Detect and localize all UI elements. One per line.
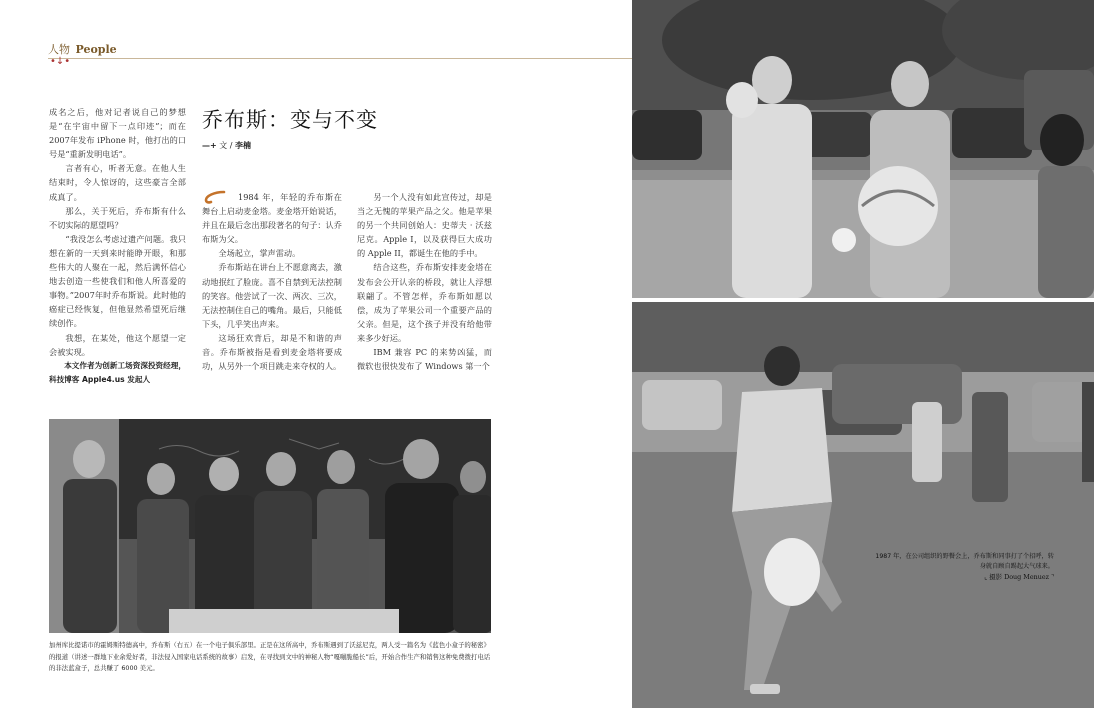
right-page xyxy=(632,0,1094,708)
credit-bracket-icon: ⌞ xyxy=(984,573,988,581)
soccer-photo-caption: 1987 年，在公司组织的野餐会上，乔布斯和同事打了个招呼，转身就自顾自踢起大气球来。 xyxy=(875,553,1054,570)
text-column-2 xyxy=(202,190,342,373)
photo-credit xyxy=(972,572,1054,581)
header-rule xyxy=(48,58,632,59)
byline-prefix: 文 / xyxy=(219,141,233,150)
paragraph: 言者有心，听者无意。在他人生结束时，令人惊讶的，这些豪言全部成真了。 xyxy=(49,163,186,202)
picnic-photo-top xyxy=(632,0,1094,298)
paragraph: 乔布斯站在讲台上不愿意离去，激动地抿红了脸庞。喜不自禁到无法控制的笑容。他尝试了一次、两次、三次，无法控制住自己的嘴角。最后，只能低下头，几乎笑出声来。 xyxy=(202,262,342,329)
article-title: 乔布斯：变与不变 xyxy=(202,108,378,132)
paragraph: 结合这些，乔布斯安排麦金塔在发布会公开认亲的桥段，就让人浮想联翩了。不管怎样，乔布斯如愿以偿，成为了苹果公司一个重要产品的父亲。但是，这个孩子并没有给他带来多少好运。 xyxy=(357,262,492,343)
class-photo-caption: 加州库比提诺市的霍姆斯特德高中，乔布斯（右五）在一个电子俱乐部里。正是在这所高中，乔布斯遇到了沃兹尼克，两人受一篇名为《蓝色小盒子的秘密》的报道（讲述一群地下业余爱好者，非法侵入国家电话系统的故事）启发，在寻找到文中的神秘人物“嘎嘣脆船长”后，开始合作生产和销售这种免费拨打电话的非法蓝盒子，总共赚了 6000 美元。 xyxy=(49,641,491,673)
paragraph: 全场起立，掌声雷动。 xyxy=(218,248,301,259)
paragraph: 1984 年，年轻的乔布斯在舞台上启动麦金塔。麦金塔开始说话，并且在最后念出那段著名的句子：认乔布斯为父。 xyxy=(202,192,342,245)
paragraph: 那么，关于死后，乔布斯有什么不切实际的愿望吗？ xyxy=(49,205,186,230)
section-label xyxy=(48,41,117,57)
byline-ornament-icon: —+ xyxy=(202,141,217,150)
paragraph: “我没怎么考虑过遗产问题。我只想在新的一天到来时能睁开眼，和那些伟大的人聚在一起，然后满怀信心地去创造一些使我们和他人所喜爱的事物。”2007年时乔布斯说。此时他的癌症已经恢复，但他显然希望死后继续创作。 xyxy=(49,233,186,329)
header-ornament-icon: •↓• xyxy=(50,56,71,67)
paragraph: 我想，在某处，他这个愿望一定会被实现。 xyxy=(49,332,186,357)
paragraph: 另一个人没有如此宣传过，却是当之无愧的苹果产品之父。他是苹果的另一个共同创始人：史蒂夫 · 沃兹尼克。Apple I，以及获得巨大成功的 Apple II，都诞生在他的手中。 xyxy=(357,192,492,259)
text-column-3 xyxy=(357,190,492,373)
paragraph: 这场狂欢背后，却是不和谐的声音。乔布斯被指是看到麦金塔将要成功，从另外一个项目跳走来夺权的人。 xyxy=(202,332,342,372)
credit-bracket-icon: ⌝ xyxy=(1051,573,1054,581)
soccer-photo xyxy=(632,302,1094,708)
byline xyxy=(202,140,251,151)
paragraph: IBM 兼容 PC 的来势凶猛，而微软也很快发布了 Windows 第一个 xyxy=(357,347,492,372)
author-name: 李楠 xyxy=(235,141,252,150)
text-column-1 xyxy=(49,105,186,387)
section-label-en: People xyxy=(75,43,117,56)
electronics-club-photo xyxy=(49,419,491,633)
credit-label: 摄影 xyxy=(989,573,1003,581)
section-label-cn: 人物 xyxy=(48,43,70,56)
credit-name: Doug Menuez xyxy=(1004,573,1049,581)
author-note: 本文作者为创新工场资深投资经理，科技博客 Apple4.us 发起人 xyxy=(49,360,186,384)
paragraph: 成名之后，他对记者说自己的梦想是“在宇宙中留下一点印迹”；而在2007年发布 iPhone 时，他打出的口号是“重新发明电话”。 xyxy=(49,107,186,160)
